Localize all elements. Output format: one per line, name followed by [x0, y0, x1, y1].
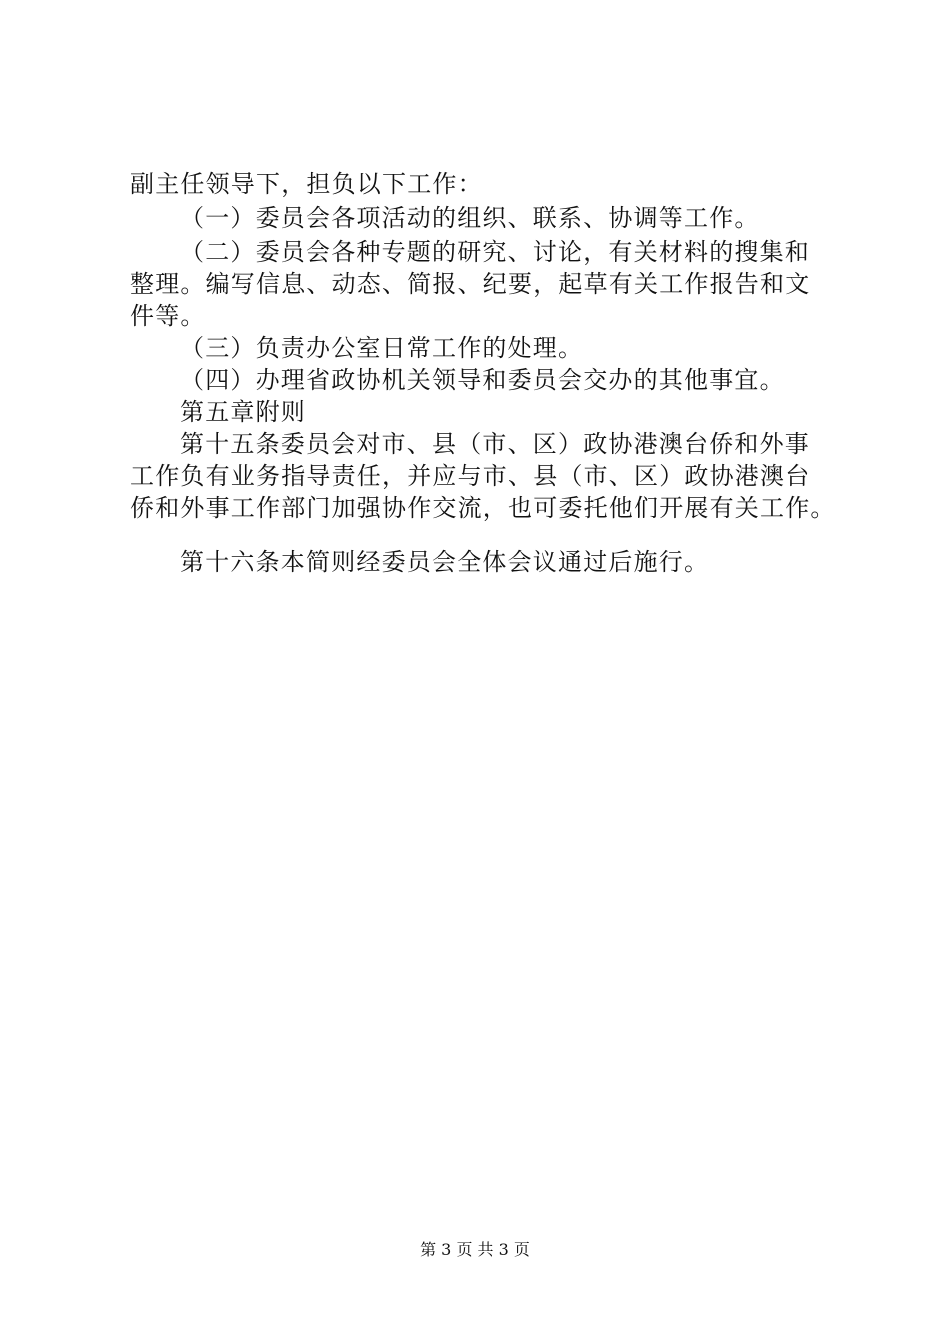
section-heading: 第五章附则 — [180, 398, 306, 426]
text-line: 件等。 — [130, 302, 206, 330]
text-line: （一）委员会各项活动的组织、联系、协调等工作。 — [180, 204, 760, 232]
text-line: 副主任领导下，担负以下工作： — [130, 170, 483, 198]
text-line: （三）负责办公室日常工作的处理。 — [180, 334, 584, 362]
text-line: 工作负有业务指导责任，并应与市、县（市、区）政协港澳台 — [130, 462, 811, 490]
text-line: （二）委员会各种专题的研究、讨论，有关材料的搜集和 — [180, 238, 810, 266]
text-line: 侨和外事工作部门加强协作交流，也可委托他们开展有关工作。 — [130, 494, 836, 522]
text-line: 第十六条本简则经委员会全体会议通过后施行。 — [180, 548, 710, 576]
text-line: 第十五条委员会对市、县（市、区）政协港澳台侨和外事 — [180, 430, 810, 458]
text-line: （四）办理省政协机关领导和委员会交办的其他事宜。 — [180, 366, 785, 394]
page-footer: 第 3 页 共 3 页 — [420, 1240, 530, 1259]
text-line: 整理。编写信息、动态、简报、纪要，起草有关工作报告和文 — [130, 270, 811, 298]
